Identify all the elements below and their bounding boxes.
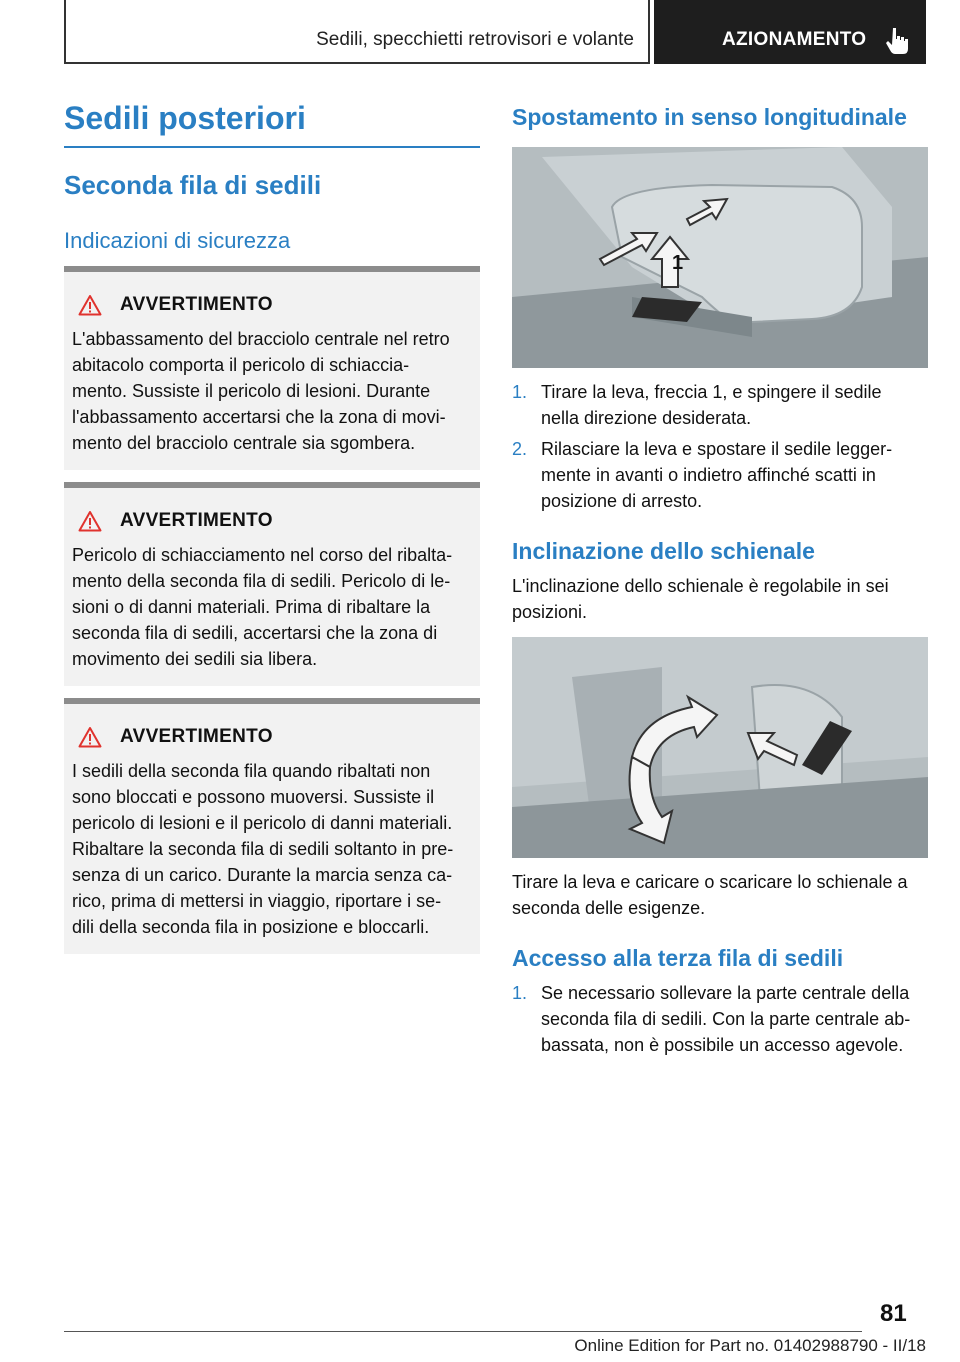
warning-line: senza di un carico. Durante la marcia senza ca‐ — [72, 865, 453, 885]
warning-label: AVVERTIMENTO — [120, 294, 273, 315]
step-line: nella direzione desiderata. — [541, 408, 752, 428]
section-heading: Seconda fila di sedili — [64, 170, 322, 200]
list-item — [512, 379, 928, 431]
warning-line: rico, prima di mettersi in viaggio, riportare i se‐ — [72, 891, 442, 911]
title-divider — [64, 146, 480, 148]
backrest-intro — [512, 573, 928, 625]
section-heading-third-row: Accesso alla terza fila di sedili — [512, 945, 844, 971]
step-number: 1. — [512, 983, 528, 1003]
step-number: 1. — [512, 382, 528, 402]
warning-triangle-icon — [78, 726, 102, 748]
footer-edition: Online Edition for Part no. 01402988790 - II/18 — [574, 1336, 926, 1355]
section-heading-longitudinal: Spostamento in senso longitudinale — [512, 104, 907, 130]
warning-line: Ribaltare la seconda fila di sedili soltanto in pre‐ — [72, 839, 454, 859]
warning-line: I sedili della seconda fila quando ribaltati non — [72, 761, 431, 781]
step-number: 2. — [512, 439, 528, 459]
warning-line: dili della seconda fila in posizione e bloccarli. — [72, 917, 430, 937]
warning-text — [72, 542, 480, 672]
header-chapter-label: AZIONAMENTO — [722, 29, 867, 50]
warning-box-2 — [64, 482, 480, 686]
warning-line: Pericolo di schiacciamento nel corso del ribalta‐ — [72, 545, 453, 565]
list-item — [512, 980, 928, 1058]
warning-box-3 — [64, 698, 480, 954]
callout-number: 1 — [672, 252, 684, 274]
pointing-hand-icon — [884, 26, 910, 54]
warning-line: movimento dei sedili sia libera. — [72, 649, 318, 669]
warning-line: mento. Sussiste il pericolo di lesioni. Durante — [72, 381, 431, 401]
text-line: seconda delle esigenze. — [512, 898, 706, 918]
warning-triangle-icon — [78, 510, 102, 532]
step-line: mente in avanti o indietro affinché scatti in — [541, 465, 876, 485]
warning-text — [72, 326, 480, 456]
text-line: L'inclinazione dello schienale è regolabile in sei — [512, 576, 889, 596]
warning-line: abitacolo comporta il pericolo di schiaccia‐ — [72, 355, 410, 375]
warning-text — [72, 758, 480, 940]
step-line: posizione di arresto. — [541, 491, 703, 511]
backrest-caption — [512, 869, 928, 921]
warning-line: mento del bracciolo centrale sia sgombera. — [72, 433, 416, 453]
header-section-title: Sedili, specchietti retrovisori e volante — [316, 29, 634, 50]
backrest-illustration — [512, 637, 928, 858]
warning-triangle-icon — [78, 294, 102, 316]
step-line: seconda fila di sedili. Con la parte centrale ab‐ — [541, 1009, 911, 1029]
subsection-heading: Indicazioni di sicurezza — [64, 228, 291, 253]
warning-line: mento della seconda fila di sedili. Pericolo di le‐ — [72, 571, 451, 591]
step-line: Rilasciare la leva e spostare il sedile legger‐ — [541, 439, 893, 459]
warning-line: sioni o di danni materiali. Prima di ribaltare la — [72, 597, 431, 617]
warning-line: l'abbassamento accertarsi che la zona di movi‐ — [72, 407, 446, 427]
header-section-box — [64, 0, 650, 64]
page-number: 81 — [880, 1300, 907, 1327]
step-line: bassata, non è possibile un accesso agevole. — [541, 1035, 904, 1055]
step-line: Tirare la leva, freccia 1, e spingere il sedile — [541, 382, 882, 402]
footer-divider — [64, 1331, 862, 1332]
step-line: Se necessario sollevare la parte centrale della — [541, 983, 910, 1003]
list-item — [512, 436, 928, 514]
warning-line: pericolo di lesioni e il pericolo di danni materiali. — [72, 813, 453, 833]
seat-longitudinal-illustration — [512, 147, 928, 368]
section-heading-backrest: Inclinazione dello schienale — [512, 538, 815, 564]
warning-line: sono bloccati e possono muoversi. Sussiste il — [72, 787, 435, 807]
warning-label: AVVERTIMENTO — [120, 510, 273, 531]
warning-label: AVVERTIMENTO — [120, 726, 273, 747]
page-title: Sedili posteriori — [64, 100, 306, 136]
text-line: posizioni. — [512, 602, 588, 622]
header-chapter-box — [654, 0, 926, 64]
warning-line: seconda fila di sedili, accertarsi che la zona di — [72, 623, 438, 643]
warning-box-1 — [64, 266, 480, 470]
text-line: Tirare la leva e caricare o scaricare lo schienale a — [512, 872, 908, 892]
warning-line: L'abbassamento del bracciolo centrale nel retro — [72, 329, 450, 349]
